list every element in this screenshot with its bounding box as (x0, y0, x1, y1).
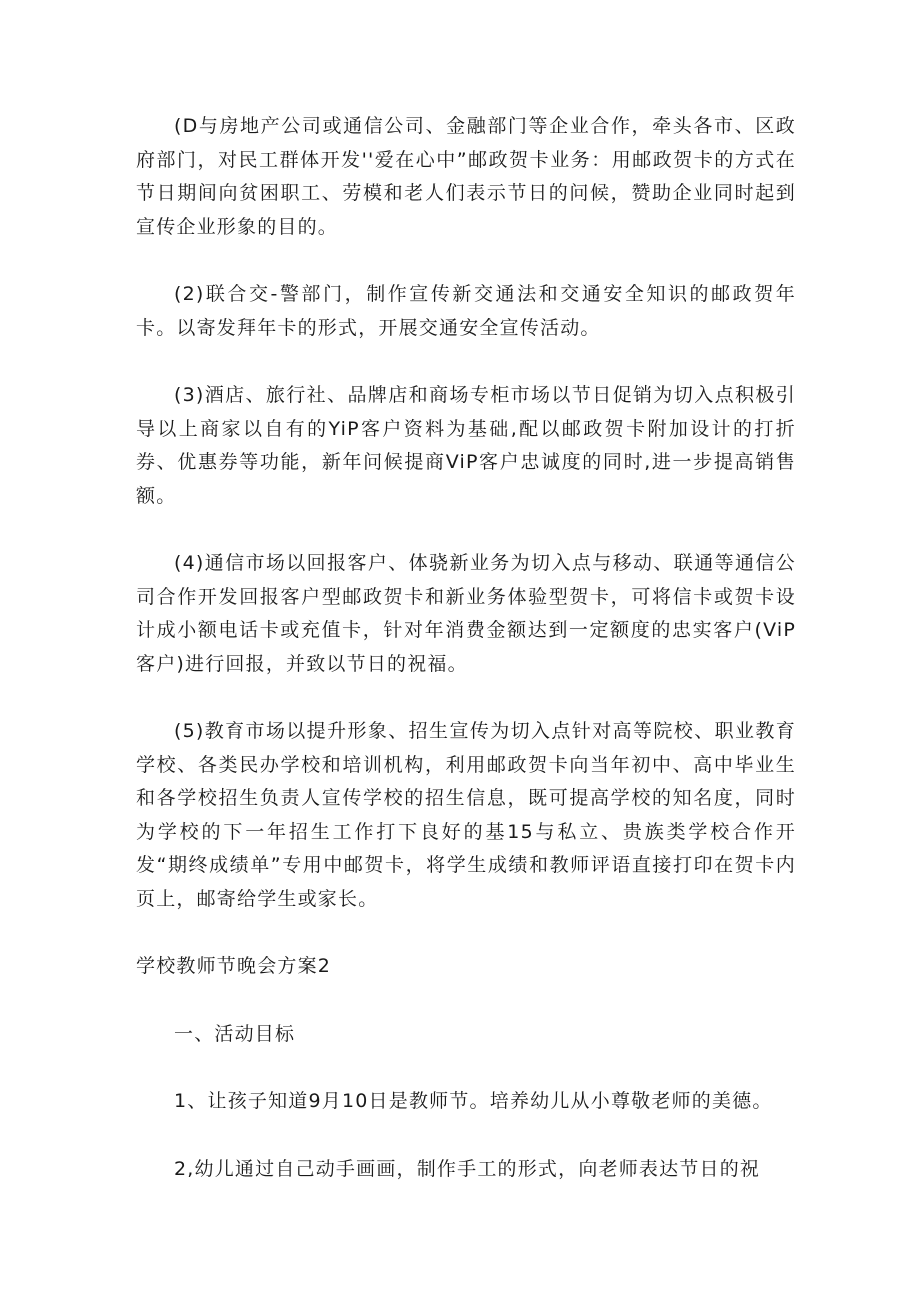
paragraph-4: (4)通信市场以回报客户、体骁新业务为切入点与移动、联通等通信公司合作开发回报客户型邮政贺卡和新业务体验型贺卡，可将信卡或贺卡设计成小额电话卡或充值卡，针对年消费金额达到一定额度的忠实客户(ViP客户)进行回报，并致以节日的祝福。 (136, 552, 796, 675)
paragraph-1: (D与房地产公司或通信公司、金融部门等企业合作，牵头各市、区政府部门，对民工群体开发''爱在心中”邮政贺卡业务：用邮政贺卡的方式在节日期间向贫困职工、劳模和老人们表示节日的问候，赞助企业同时起到宣传企业形象的目的。 (136, 115, 796, 238)
subsection-title: 一、活动目标 (174, 1022, 296, 1045)
list-item-1: 1、让孩子知道9月10日是教师节。培养幼儿从小尊敬老师的美德。 (174, 1090, 773, 1112)
document-body (136, 110, 796, 1220)
paragraph-5: (5)教育市场以提升形象、招生宣传为切入点针对高等院校、职业教育学校、各类民办学校和培训机构，利用邮政贺卡向当年初中、高中毕业生和各学校招生负责人宣传学校的招生信息，既可提高学校的知名度，同时为学校的下一年招生工作打下良好的基15与私立、贵族类学校合作开发“期终成绩单”专用中邮贺卡，将学生成绩和教师评语直接打印在贺卡内页上，邮寄给学生或家长。 (136, 720, 796, 910)
paragraph-3: (3)酒店、旅行社、品牌店和商场专柜市场以节日促销为切入点积极引导以上商家以自有的YiP客户资料为基础,配以邮政贺卡附加设计的打折券、优惠券等功能，新年问候提商ViP客户忠诚度的同时,进一步提高销售额。 (136, 384, 796, 507)
section-title: 学校教师节晚会方案2 (136, 955, 332, 977)
paragraph-2: (2)联合交-警部门，制作宣传新交通法和交通安全知识的邮政贺年卡。以寄发拜年卡的形式，开展交通安全宣传活动。 (136, 283, 796, 339)
list-item-2: 2,幼儿通过自己动手画画，制作手工的形式，向老师表达节日的祝 (174, 1157, 761, 1180)
